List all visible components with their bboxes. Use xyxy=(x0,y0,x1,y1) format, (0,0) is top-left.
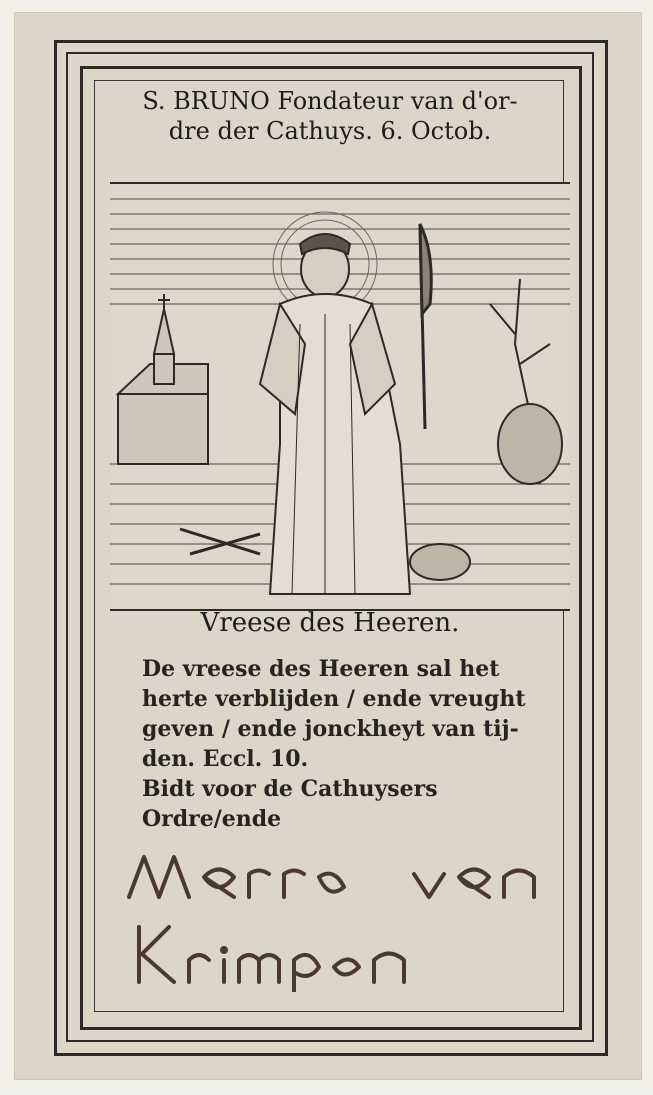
verse-line: geven / ende jonckheyt van tij- xyxy=(142,716,519,742)
holy-card xyxy=(14,12,642,1080)
card-title xyxy=(110,86,550,146)
ground-vessel xyxy=(410,544,470,580)
verse-line: Bidt voor de Cathuysers xyxy=(142,776,438,802)
caption-verse xyxy=(142,654,552,834)
caption-heading: Vreese des Heeren. xyxy=(200,608,460,638)
verse-line: Ordre/ende xyxy=(142,806,282,832)
saint-engraving xyxy=(110,182,570,611)
handwritten-inscription xyxy=(124,842,564,992)
handwriting-strokes xyxy=(124,842,564,992)
verse-line: herte verblijden / ende vreught xyxy=(142,686,526,712)
engraving-illustration xyxy=(110,184,570,609)
title-line-1: S. BRUNO Fondateur van d'or- xyxy=(142,87,518,115)
verse-line: De vreese des Heeren sal het xyxy=(142,656,500,682)
verse-line: den. Eccl. 10. xyxy=(142,746,309,772)
title-line-2: dre der Cathuys. 6. Octob. xyxy=(168,117,492,145)
